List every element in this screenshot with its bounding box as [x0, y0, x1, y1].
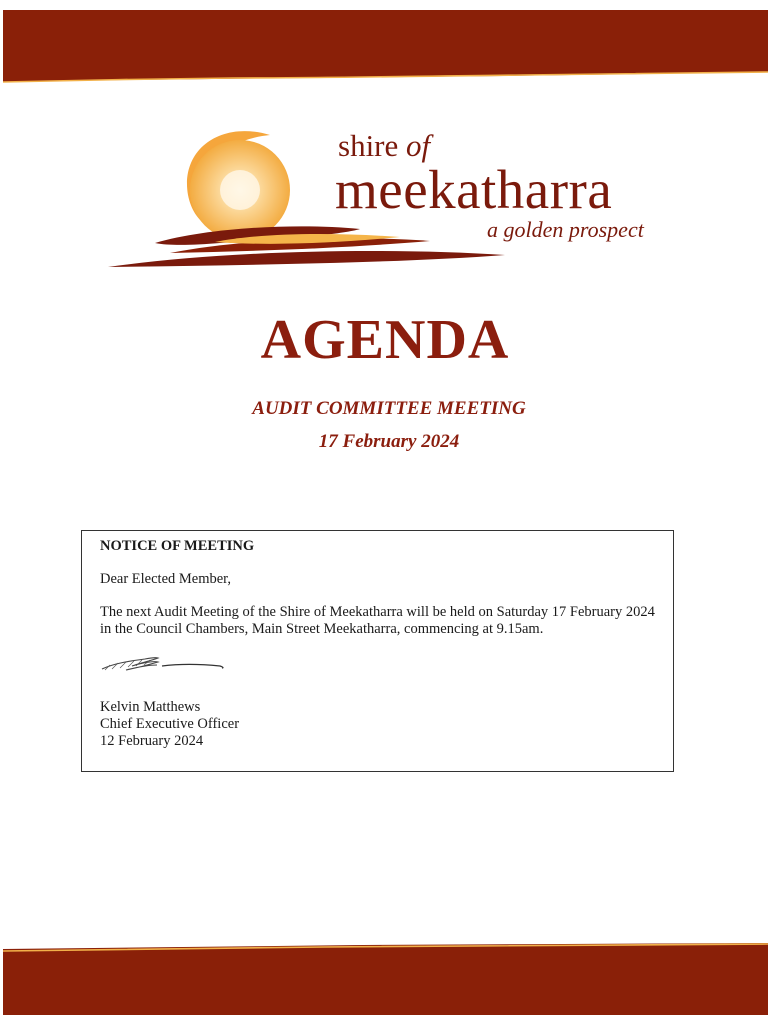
- logo-name: meekatharra: [335, 159, 613, 220]
- bottom-banner: [3, 935, 768, 1015]
- signed-date: 12 February 2024: [100, 733, 204, 749]
- signature-image: [100, 653, 230, 675]
- page-title: AGENDA: [260, 309, 510, 371]
- signatory-role: Chief Executive Officer: [100, 716, 240, 732]
- logo-shire-word: shire: [338, 128, 399, 163]
- meeting-name: AUDIT COMMITTEE MEETING: [252, 398, 526, 419]
- meeting-date: 17 February 2024: [318, 431, 460, 452]
- logo-tagline: a golden prospect: [487, 217, 644, 242]
- notice-greeting: Dear Elected Member,: [100, 571, 232, 587]
- signatory-name: Kelvin Matthews: [100, 699, 201, 715]
- notice-box: [81, 530, 674, 772]
- logo-of-word: of: [406, 128, 431, 163]
- notice-heading: NOTICE OF MEETING: [100, 538, 255, 554]
- top-banner: [3, 10, 768, 90]
- notice-body: The next Audit Meeting of the Shire of Meekatharra will be held on Saturday 17 February 2024 in the Council Chambers, Main Street Meekatharra, commencing at 9.15am.: [100, 604, 655, 637]
